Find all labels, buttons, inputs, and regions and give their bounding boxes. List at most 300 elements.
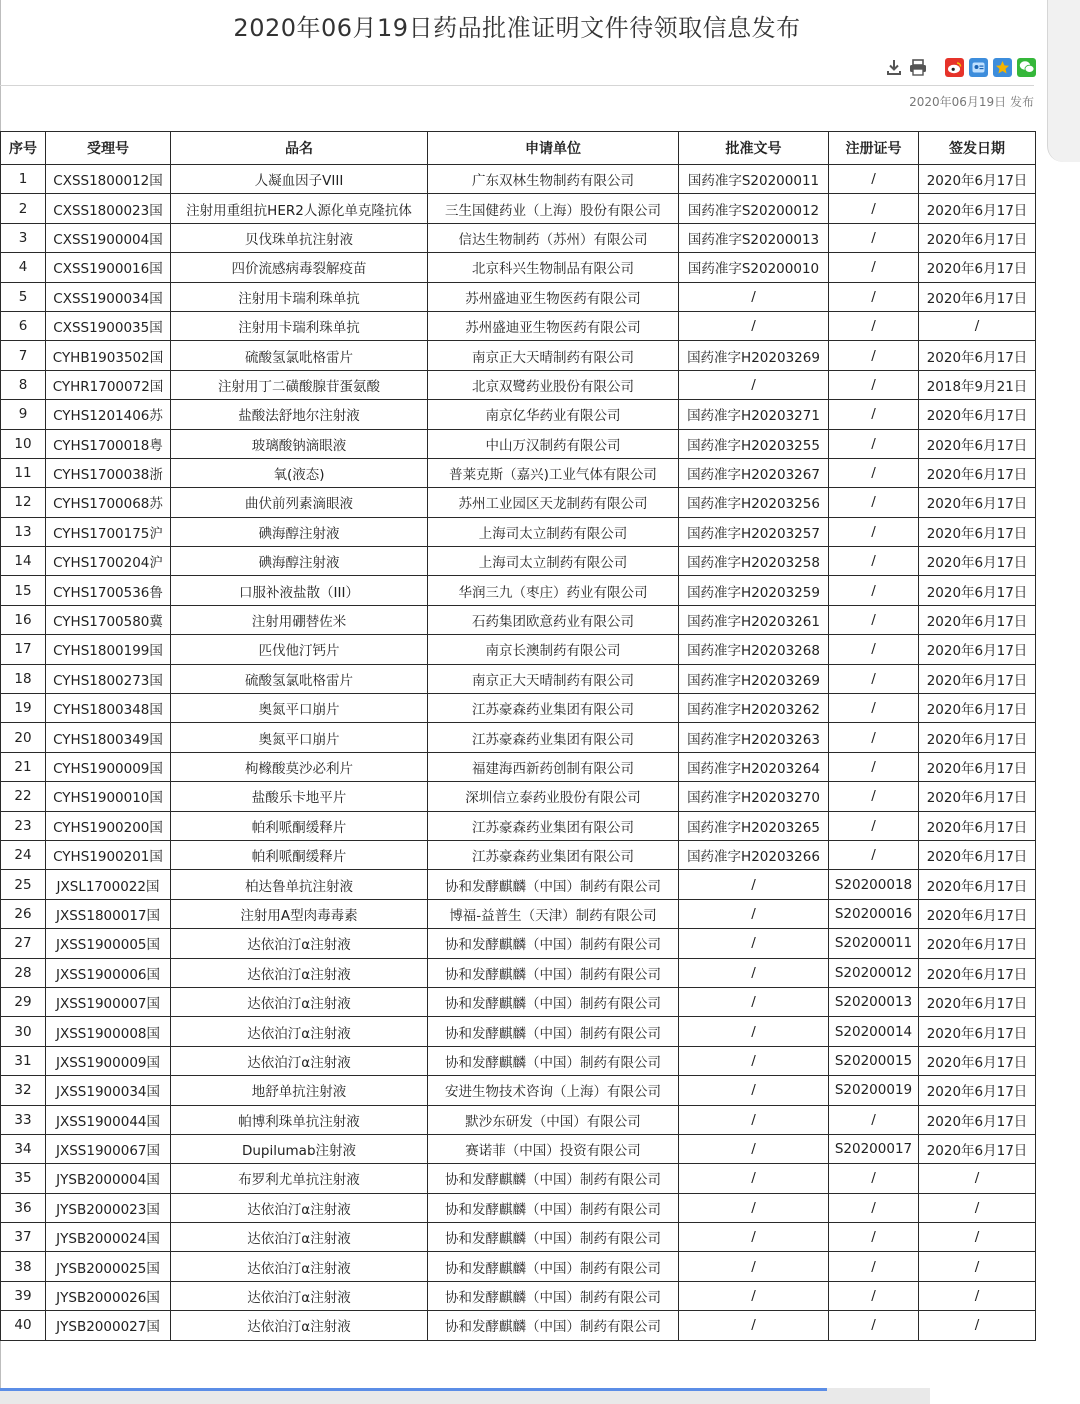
table-cell: / (829, 635, 919, 664)
table-cell: JXSS1900044国 (46, 1105, 171, 1134)
table-cell: 国药准字H20203268 (679, 635, 829, 664)
table-cell: / (829, 1164, 919, 1193)
table-cell: 协和发酵麒麟（中国）制药有限公司 (428, 1017, 679, 1046)
table-row (1, 899, 1036, 928)
table-row (1, 223, 1036, 252)
table-cell: 9 (1, 400, 46, 429)
table-cell: 国药准字H20203271 (679, 400, 829, 429)
table-row (1, 1134, 1036, 1163)
table-cell: 2 (1, 194, 46, 223)
table-cell: 协和发酵麒麟（中国）制药有限公司 (428, 1311, 679, 1340)
table-cell: 17 (1, 635, 46, 664)
table-cell: 14 (1, 547, 46, 576)
table-cell: CYHB1903502国 (46, 341, 171, 370)
table-cell: / (829, 605, 919, 634)
page-progress-bar (0, 1388, 827, 1391)
table-cell: 2020年6月17日 (919, 458, 1036, 487)
table-row (1, 341, 1036, 370)
table-row (1, 1223, 1036, 1252)
table-cell: 2020年6月17日 (919, 958, 1036, 987)
table-cell: CYHS1900201国 (46, 840, 171, 869)
table-cell: 2020年6月17日 (919, 576, 1036, 605)
table-cell: 人凝血因子VIII (171, 165, 428, 194)
table-cell: 2020年6月17日 (919, 1105, 1036, 1134)
table-row (1, 723, 1036, 752)
table-cell: / (679, 1046, 829, 1075)
table-cell: 协和发酵麒麟（中国）制药有限公司 (428, 1252, 679, 1281)
table-cell: 19 (1, 694, 46, 723)
table-cell: CYHS1800199国 (46, 635, 171, 664)
table-cell: 3 (1, 223, 46, 252)
side-panel-edge (1047, 0, 1080, 162)
table-cell: 布罗利尤单抗注射液 (171, 1164, 428, 1193)
table-cell: 中山万汉制药有限公司 (428, 429, 679, 458)
table-cell: 8 (1, 370, 46, 399)
table-cell: CYHS1700204沪 (46, 547, 171, 576)
table-cell: 注射用卡瑞利珠单抗 (171, 311, 428, 340)
table-cell: 江苏豪森药业集团有限公司 (428, 723, 679, 752)
table-row (1, 429, 1036, 458)
table-cell: 注射用重组抗HER2人源化单克隆抗体 (171, 194, 428, 223)
table-cell: 2020年6月17日 (919, 488, 1036, 517)
table-cell: 达依泊汀α注射液 (171, 1252, 428, 1281)
table-cell: / (829, 341, 919, 370)
table-cell: JXSL1700022国 (46, 870, 171, 899)
table-cell: 国药准字H20203264 (679, 752, 829, 781)
table-row (1, 664, 1036, 693)
table-cell: S20200016 (829, 899, 919, 928)
table-cell: 2020年6月17日 (919, 811, 1036, 840)
table-cell: / (919, 1281, 1036, 1310)
table-cell: / (919, 311, 1036, 340)
table-cell: / (829, 429, 919, 458)
qzone-icon[interactable] (969, 58, 988, 77)
table-cell: 江苏豪森药业集团有限公司 (428, 694, 679, 723)
table-cell: 国药准字H20203259 (679, 576, 829, 605)
table-cell: / (829, 782, 919, 811)
table-cell: JXSS1900067国 (46, 1134, 171, 1163)
table-cell: 默沙东研发（中国）有限公司 (428, 1105, 679, 1134)
table-cell: / (829, 1105, 919, 1134)
table-cell: 2020年6月17日 (919, 1017, 1036, 1046)
table-cell: 协和发酵麒麟（中国）制药有限公司 (428, 870, 679, 899)
table-cell: 24 (1, 840, 46, 869)
table-cell: 26 (1, 899, 46, 928)
table-cell: 地舒单抗注射液 (171, 1076, 428, 1105)
table-cell: 2018年9月21日 (919, 370, 1036, 399)
favorite-icon[interactable] (993, 58, 1012, 77)
table-cell: 福建海西新药创制有限公司 (428, 752, 679, 781)
table-cell: 注射用硼替佐米 (171, 605, 428, 634)
table-cell: 苏州盛迪亚生物医药有限公司 (428, 282, 679, 311)
table-body (1, 165, 1036, 1341)
table-cell: 国药准字H20203269 (679, 341, 829, 370)
table-cell: CYHS1700018粤 (46, 429, 171, 458)
table-cell: JYSB2000027国 (46, 1311, 171, 1340)
table-cell: 2020年6月17日 (919, 341, 1036, 370)
table-cell: 协和发酵麒麟（中国）制药有限公司 (428, 1046, 679, 1075)
table-cell: S20200015 (829, 1046, 919, 1075)
table-cell: CXSS1900035国 (46, 311, 171, 340)
table-cell: / (829, 1311, 919, 1340)
table-cell: 赛诺菲（中国）投资有限公司 (428, 1134, 679, 1163)
table-cell: JYSB2000023国 (46, 1193, 171, 1222)
header-cell: 批准文号 (679, 132, 829, 165)
table-row (1, 517, 1036, 546)
table-cell: 石药集团欧意药业有限公司 (428, 605, 679, 634)
table-cell: / (679, 1311, 829, 1340)
header-cell: 签发日期 (919, 132, 1036, 165)
table-row (1, 458, 1036, 487)
table-cell: 南京长澳制药有限公司 (428, 635, 679, 664)
table-cell: / (679, 899, 829, 928)
table-cell: 2020年6月17日 (919, 1046, 1036, 1075)
table-cell: 32 (1, 1076, 46, 1105)
table-cell: 37 (1, 1223, 46, 1252)
table-row (1, 1193, 1036, 1222)
table-cell: CXSS1900004国 (46, 223, 171, 252)
table-cell: / (679, 1105, 829, 1134)
wechat-icon[interactable] (1017, 58, 1036, 77)
table-cell: 2020年6月17日 (919, 664, 1036, 693)
table-row (1, 782, 1036, 811)
table-cell: 匹伐他汀钙片 (171, 635, 428, 664)
table-cell: 13 (1, 517, 46, 546)
table-cell: 2020年6月17日 (919, 517, 1036, 546)
table-cell: 25 (1, 870, 46, 899)
table-cell: 达依泊汀α注射液 (171, 1281, 428, 1310)
table-cell: 注射用A型肉毒毒素 (171, 899, 428, 928)
table-cell: CYHS1800348国 (46, 694, 171, 723)
table-cell: 玻璃酸钠滴眼液 (171, 429, 428, 458)
table-row (1, 400, 1036, 429)
table-row (1, 1105, 1036, 1134)
table-cell: S20200017 (829, 1134, 919, 1163)
table-cell: / (679, 870, 829, 899)
table-cell: 30 (1, 1017, 46, 1046)
table-cell: / (829, 547, 919, 576)
table-cell: / (829, 1193, 919, 1222)
table-cell: / (829, 165, 919, 194)
table-row (1, 547, 1036, 576)
table-cell: JYSB2000024国 (46, 1223, 171, 1252)
table-cell: 信达生物制药（苏州）有限公司 (428, 223, 679, 252)
table-cell: / (919, 1193, 1036, 1222)
table-cell: / (829, 576, 919, 605)
publish-date: 2020年06月19日 发布 (909, 95, 1034, 109)
table-cell: / (829, 370, 919, 399)
approval-table-wrapper (0, 131, 1035, 1341)
table-cell: 贝伐珠单抗注射液 (171, 223, 428, 252)
table-cell: JYSB2000026国 (46, 1281, 171, 1310)
table-cell: / (829, 1252, 919, 1281)
table-row (1, 694, 1036, 723)
table-cell: 深圳信立泰药业股份有限公司 (428, 782, 679, 811)
table-row (1, 870, 1036, 899)
table-cell: 6 (1, 311, 46, 340)
table-cell: 北京科兴生物制品有限公司 (428, 253, 679, 282)
table-row (1, 1281, 1036, 1310)
table-row (1, 987, 1036, 1016)
table-cell: 协和发酵麒麟（中国）制药有限公司 (428, 1281, 679, 1310)
table-header-row (1, 132, 1036, 165)
table-cell: JYSB2000025国 (46, 1252, 171, 1281)
table-cell: 协和发酵麒麟（中国）制药有限公司 (428, 929, 679, 958)
table-row (1, 1252, 1036, 1281)
table-cell: 11 (1, 458, 46, 487)
table-cell: 2020年6月17日 (919, 899, 1036, 928)
table-cell: 国药准字S20200012 (679, 194, 829, 223)
table-cell: CYHS1800349国 (46, 723, 171, 752)
table-cell: 国药准字S20200013 (679, 223, 829, 252)
table-cell: 协和发酵麒麟（中国）制药有限公司 (428, 1164, 679, 1193)
table-cell: 国药准字H20203257 (679, 517, 829, 546)
table-cell: 帕利哌酮缓释片 (171, 840, 428, 869)
approval-table (0, 131, 1036, 1341)
table-cell: / (829, 1223, 919, 1252)
table-cell: 34 (1, 1134, 46, 1163)
table-row (1, 1164, 1036, 1193)
table-row (1, 488, 1036, 517)
table-cell: 2020年6月17日 (919, 694, 1036, 723)
table-cell: 2020年6月17日 (919, 605, 1036, 634)
table-cell: / (679, 987, 829, 1016)
table-cell: CYHS1700068苏 (46, 488, 171, 517)
table-cell: / (679, 311, 829, 340)
table-cell: JXSS1900007国 (46, 987, 171, 1016)
table-cell: / (919, 1223, 1036, 1252)
table-cell: / (829, 840, 919, 869)
table-cell: 国药准字H20203266 (679, 840, 829, 869)
table-cell: 国药准字H20203262 (679, 694, 829, 723)
weibo-icon[interactable] (945, 58, 964, 77)
table-row (1, 1046, 1036, 1075)
table-cell: 33 (1, 1105, 46, 1134)
table-cell: 20 (1, 723, 46, 752)
table-row (1, 840, 1036, 869)
table-cell: / (679, 1076, 829, 1105)
table-cell: / (679, 282, 829, 311)
table-cell: 2020年6月17日 (919, 1076, 1036, 1105)
table-row (1, 811, 1036, 840)
table-cell: 南京正大天晴制药有限公司 (428, 341, 679, 370)
table-row (1, 605, 1036, 634)
table-cell: 北京双鹭药业股份有限公司 (428, 370, 679, 399)
table-cell: CYHS1900009国 (46, 752, 171, 781)
table-cell: 上海司太立制药有限公司 (428, 517, 679, 546)
table-cell: / (829, 282, 919, 311)
table-cell: 硫酸氢氯吡格雷片 (171, 664, 428, 693)
table-cell: 上海司太立制药有限公司 (428, 547, 679, 576)
header-cell: 注册证号 (829, 132, 919, 165)
table-cell: 38 (1, 1252, 46, 1281)
table-cell: Dupilumab注射液 (171, 1134, 428, 1163)
table-cell: 南京亿华药业有限公司 (428, 400, 679, 429)
table-cell: 国药准字H20203265 (679, 811, 829, 840)
table-cell: 达依泊汀α注射液 (171, 1193, 428, 1222)
table-cell: 22 (1, 782, 46, 811)
table-cell: 2020年6月17日 (919, 429, 1036, 458)
table-cell: S20200019 (829, 1076, 919, 1105)
table-cell: / (829, 723, 919, 752)
table-cell: JXSS1900008国 (46, 1017, 171, 1046)
table-cell: 国药准字H20203255 (679, 429, 829, 458)
table-cell: 2020年6月17日 (919, 840, 1036, 869)
table-cell: 达依泊汀α注射液 (171, 1311, 428, 1340)
table-cell: / (679, 1164, 829, 1193)
table-cell: / (829, 1281, 919, 1310)
table-cell: / (829, 664, 919, 693)
table-cell: CYHS1700175沪 (46, 517, 171, 546)
table-cell: / (919, 1311, 1036, 1340)
table-cell: 国药准字H20203256 (679, 488, 829, 517)
header-cell: 受理号 (46, 132, 171, 165)
table-cell: 2020年6月17日 (919, 929, 1036, 958)
table-cell: / (829, 752, 919, 781)
table-cell: CYHS1700038浙 (46, 458, 171, 487)
table-cell: 36 (1, 1193, 46, 1222)
toolbar (884, 56, 1036, 78)
table-cell: 江苏豪森药业集团有限公司 (428, 840, 679, 869)
table-cell: / (679, 370, 829, 399)
table-cell: / (829, 488, 919, 517)
table-cell: CYHS1800273国 (46, 664, 171, 693)
table-cell: 广东双林生物制药有限公司 (428, 165, 679, 194)
table-cell: 口服补液盐散（III） (171, 576, 428, 605)
table-cell: 29 (1, 987, 46, 1016)
table-cell: / (919, 1164, 1036, 1193)
table-cell: 华润三九（枣庄）药业有限公司 (428, 576, 679, 605)
table-cell: 帕利哌酮缓释片 (171, 811, 428, 840)
table-cell: 江苏豪森药业集团有限公司 (428, 811, 679, 840)
table-cell: 南京正大天晴制药有限公司 (428, 664, 679, 693)
table-cell: 31 (1, 1046, 46, 1075)
header-cell: 申请单位 (428, 132, 679, 165)
header-cell: 品名 (171, 132, 428, 165)
table-row (1, 635, 1036, 664)
table-cell: 达依泊汀α注射液 (171, 1017, 428, 1046)
table-cell: 7 (1, 341, 46, 370)
table-cell: 2020年6月17日 (919, 165, 1036, 194)
table-row (1, 1017, 1036, 1046)
table-cell: 协和发酵麒麟（中国）制药有限公司 (428, 1193, 679, 1222)
table-cell: 协和发酵麒麟（中国）制药有限公司 (428, 1223, 679, 1252)
table-cell: 碘海醇注射液 (171, 517, 428, 546)
table-cell: 奥氮平口崩片 (171, 723, 428, 752)
table-cell: CYHS1201406苏 (46, 400, 171, 429)
table-cell: 国药准字H20203270 (679, 782, 829, 811)
table-cell: / (679, 1252, 829, 1281)
table-cell: 23 (1, 811, 46, 840)
table-cell: 柏达鲁单抗注射液 (171, 870, 428, 899)
table-cell: CXSS1900034国 (46, 282, 171, 311)
table-cell: 协和发酵麒麟（中国）制药有限公司 (428, 958, 679, 987)
table-cell: 4 (1, 253, 46, 282)
table-cell: 21 (1, 752, 46, 781)
print-icon[interactable] (908, 58, 927, 77)
table-row (1, 1311, 1036, 1340)
table-cell: 10 (1, 429, 46, 458)
table-cell: / (829, 811, 919, 840)
table-cell: 2020年6月17日 (919, 752, 1036, 781)
table-cell: CYHS1700536鲁 (46, 576, 171, 605)
table-cell: 国药准字H20203263 (679, 723, 829, 752)
table-cell: 2020年6月17日 (919, 635, 1036, 664)
table-row (1, 576, 1036, 605)
table-cell: 2020年6月17日 (919, 1134, 1036, 1163)
table-cell: 5 (1, 282, 46, 311)
table-cell: / (829, 253, 919, 282)
table-cell: 16 (1, 605, 46, 634)
table-cell: S20200018 (829, 870, 919, 899)
table-cell: 达依泊汀α注射液 (171, 987, 428, 1016)
table-cell: 枸橼酸莫沙必利片 (171, 752, 428, 781)
table-row (1, 194, 1036, 223)
table-cell: 国药准字S20200010 (679, 253, 829, 282)
table-cell: 2020年6月17日 (919, 987, 1036, 1016)
table-cell: 2020年6月17日 (919, 782, 1036, 811)
table-cell: 2020年6月17日 (919, 253, 1036, 282)
table-cell: 盐酸乐卡地平片 (171, 782, 428, 811)
table-cell: 普莱克斯（嘉兴)工业气体有限公司 (428, 458, 679, 487)
table-cell: / (679, 958, 829, 987)
table-cell: 博福-益普生（天津）制药有限公司 (428, 899, 679, 928)
table-cell: 12 (1, 488, 46, 517)
header-cell: 序号 (1, 132, 46, 165)
table-row (1, 752, 1036, 781)
table-cell: 协和发酵麒麟（中国）制药有限公司 (428, 987, 679, 1016)
table-cell: JXSS1900006国 (46, 958, 171, 987)
table-cell: 39 (1, 1281, 46, 1310)
table-cell: 苏州盛迪亚生物医药有限公司 (428, 311, 679, 340)
table-cell: 四价流感病毒裂解疫苗 (171, 253, 428, 282)
table-cell: CXSS1800012国 (46, 165, 171, 194)
table-cell: CXSS1900016国 (46, 253, 171, 282)
page-title: 2020年06月19日药品批准证明文件待领取信息发布 (233, 14, 801, 42)
table-row (1, 253, 1036, 282)
table-cell: JXSS1900009国 (46, 1046, 171, 1075)
table-cell: / (919, 1252, 1036, 1281)
table-row (1, 370, 1036, 399)
table-cell: / (679, 1134, 829, 1163)
table-cell: 2020年6月17日 (919, 194, 1036, 223)
table-cell: / (829, 517, 919, 546)
table-cell: / (829, 194, 919, 223)
table-cell: / (679, 929, 829, 958)
table-cell: 苏州工业园区天龙制药有限公司 (428, 488, 679, 517)
table-cell: CYHR1700072国 (46, 370, 171, 399)
table-cell: / (679, 1193, 829, 1222)
table-cell: / (679, 1223, 829, 1252)
table-cell: / (829, 223, 919, 252)
table-cell: 盐酸法舒地尔注射液 (171, 400, 428, 429)
table-cell: 达依泊汀α注射液 (171, 1046, 428, 1075)
table-cell: 奥氮平口崩片 (171, 694, 428, 723)
table-cell: 注射用丁二磺酸腺苷蛋氨酸 (171, 370, 428, 399)
table-cell: 27 (1, 929, 46, 958)
download-icon[interactable] (884, 58, 903, 77)
table-cell: / (829, 694, 919, 723)
table-cell: 18 (1, 664, 46, 693)
table-cell: 28 (1, 958, 46, 987)
table-cell: JXSS1900034国 (46, 1076, 171, 1105)
table-cell: / (829, 311, 919, 340)
table-cell: 国药准字H20203261 (679, 605, 829, 634)
table-cell: 三生国健药业（上海）股份有限公司 (428, 194, 679, 223)
header-divider (0, 85, 1034, 86)
table-cell: 国药准字H20203267 (679, 458, 829, 487)
table-cell: / (679, 1281, 829, 1310)
